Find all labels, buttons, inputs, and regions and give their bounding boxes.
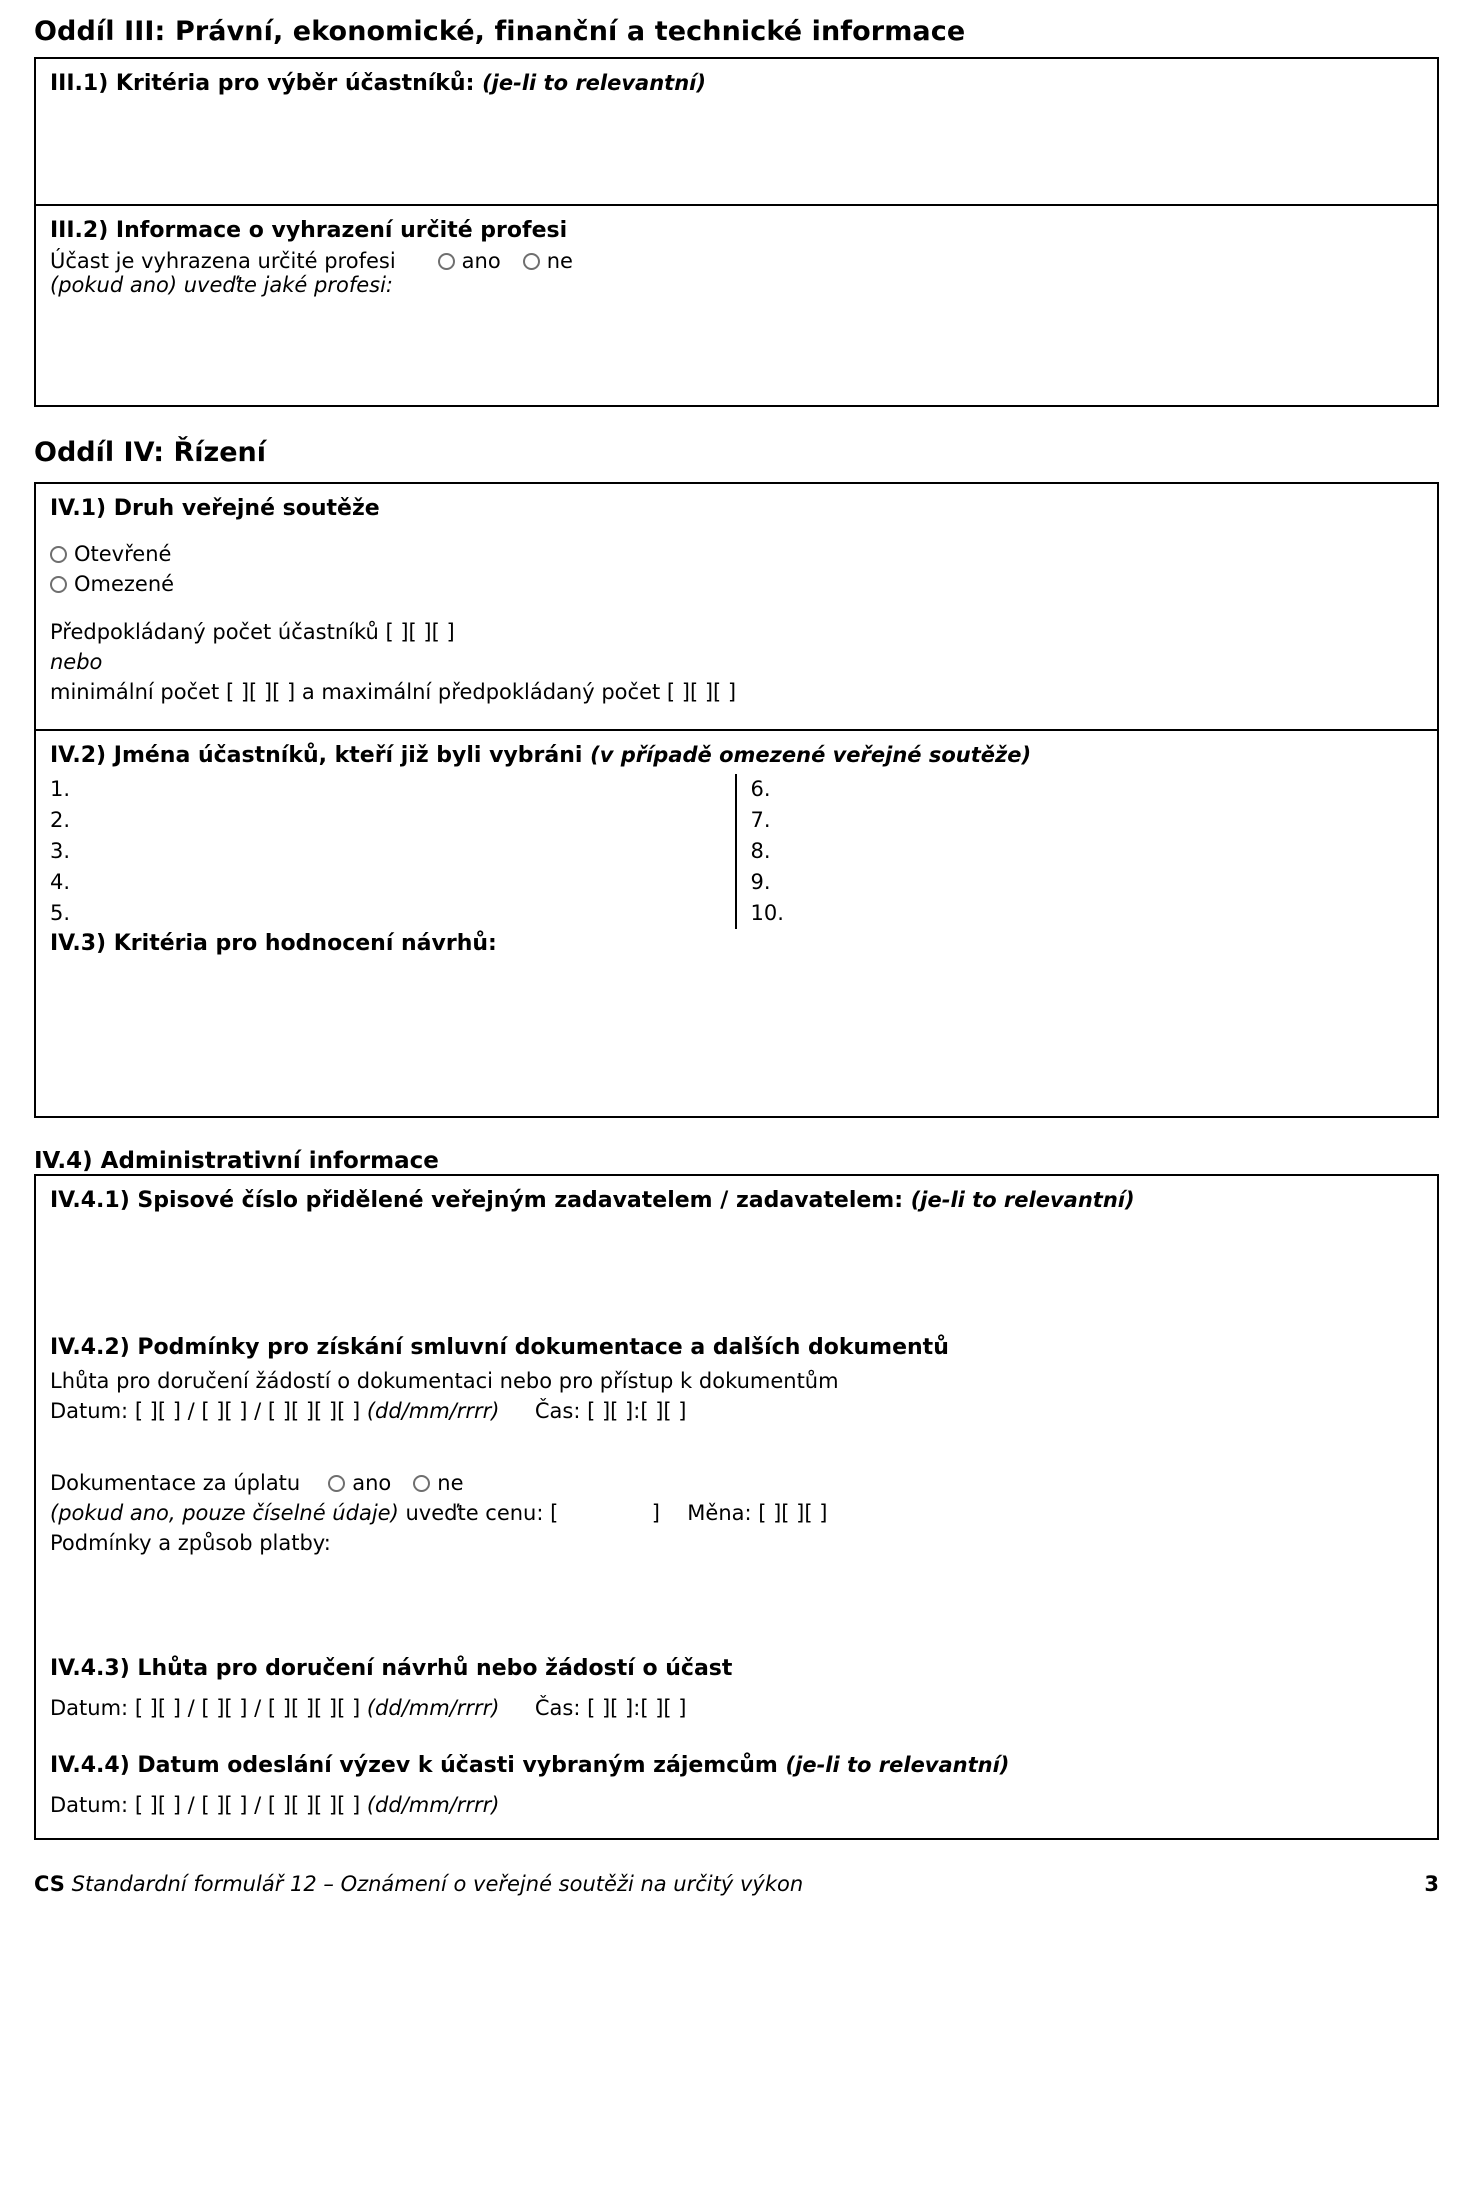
field-iv-4-1-label: IV.4.1) Spisové číslo přidělené veřejným zadavatelem / zadavatelem:	[50, 1188, 904, 1213]
participants-columns	[50, 774, 1423, 929]
list-item[interactable]: 4.	[50, 870, 71, 894]
list-item[interactable]: 10.	[750, 901, 784, 925]
field-iii-1	[34, 57, 1439, 206]
submission-date-label: Datum:	[50, 1696, 129, 1720]
doc-currency-label[interactable]: Měna: [ ][ ][ ]	[687, 1501, 828, 1525]
field-iv-4-3-label: IV.4.3) Lhůta pro doručení návrhů nebo žádostí o účast	[50, 1656, 733, 1681]
doc-paid-label: Dokumentace za úplatu	[50, 1471, 301, 1495]
footer-page-number: 3	[1424, 1872, 1439, 1896]
field-iii-1-note: (je-li to relevantní)	[482, 71, 706, 95]
field-iv-2-header	[50, 743, 1423, 768]
doc-price-label[interactable]: uveďte cenu: [	[405, 1501, 559, 1525]
list-item[interactable]: 8.	[750, 839, 771, 863]
radio-open-row[interactable]	[50, 539, 1423, 569]
field-iv-1	[34, 482, 1439, 731]
doc-price-row	[50, 1498, 1423, 1528]
field-iv-4-4-note: (je-li to relevantní)	[785, 1753, 1010, 1777]
field-iii-1-header	[50, 71, 1423, 96]
field-iv-2-label: IV.2) Jména účastníků, kteří již byli vybráni	[50, 743, 583, 768]
radio-restricted-row[interactable]	[50, 569, 1423, 599]
section-iv-title: Oddíl IV: Řízení	[34, 437, 266, 468]
list-item[interactable]: 1.	[50, 777, 71, 801]
radio-doc-paid-no[interactable]	[413, 1475, 430, 1492]
field-iv-4-4-date-row	[50, 1790, 1423, 1820]
submission-time-boxes[interactable]: [ ][ ]:[ ][ ]	[587, 1696, 687, 1720]
doc-deadline-date-label: Datum:	[50, 1399, 129, 1423]
field-iv-3-label: IV.3) Kritéria pro hodnocení návrhů:	[50, 931, 497, 956]
field-iii-1-input-area[interactable]	[50, 96, 1423, 192]
list-item[interactable]: 5.	[50, 901, 71, 925]
doc-paid-row	[50, 1468, 1423, 1498]
radio-profession-yes-label: ano	[461, 249, 501, 273]
radio-restricted-label: Omezené	[74, 572, 175, 596]
doc-payment-terms-input-area[interactable]	[50, 1558, 1423, 1632]
field-iv-4-4	[34, 1741, 1439, 1840]
participants-left-column	[50, 774, 737, 929]
doc-deadline-time-boxes[interactable]: [ ][ ]:[ ][ ]	[587, 1399, 687, 1423]
field-iv-4-4-label: IV.4.4) Datum odeslání výzev k účasti vybraným zájemcům	[50, 1753, 778, 1778]
field-iv-4-1-input-area[interactable]	[50, 1213, 1423, 1309]
radio-open-label: Otevřené	[74, 542, 172, 566]
field-iv-4-2	[34, 1323, 1439, 1644]
field-iii-2-followup: (pokud ano) uveďte jaké profesi:	[50, 273, 393, 297]
or-label: nebo	[50, 650, 103, 674]
participants-right-column	[737, 774, 1424, 929]
field-iv-3-input-area[interactable]	[50, 956, 1423, 1116]
field-iii-2-label: III.2) Informace o vyhrazení určité profesi	[50, 218, 568, 243]
min-max-line[interactable]: minimální počet [ ][ ][ ] a maximální předpokládaný počet [ ][ ][ ]	[50, 680, 737, 704]
submission-time-label: Čas:	[534, 1696, 581, 1720]
field-iii-2-question-row	[50, 249, 1423, 273]
field-iv-4-1-note: (je-li to relevantní)	[910, 1188, 1135, 1212]
invitation-date-boxes[interactable]: [ ][ ] / [ ][ ] / [ ][ ][ ][ ]	[134, 1793, 361, 1817]
section-iii-title: Oddíl III: Právní, ekonomické, finanční a technické informace	[34, 16, 966, 47]
radio-doc-paid-no-label: ne	[437, 1471, 464, 1495]
submission-date-format: (dd/mm/rrrr)	[366, 1696, 500, 1720]
radio-open[interactable]	[50, 546, 67, 563]
field-iv-4-2-line1: Lhůta pro doručení žádostí o dokumentaci nebo pro přístup k dokumentům	[50, 1369, 839, 1393]
doc-deadline-time-label: Čas:	[534, 1399, 581, 1423]
radio-profession-no[interactable]	[523, 253, 540, 270]
radio-doc-paid-yes-label: ano	[352, 1471, 392, 1495]
doc-deadline-date-format: (dd/mm/rrrr)	[366, 1399, 500, 1423]
list-item[interactable]: 6.	[750, 777, 771, 801]
field-iv-4-1-header	[50, 1188, 1423, 1213]
field-iii-2-input-area[interactable]	[50, 297, 1423, 393]
doc-payment-terms-label: Podmínky a způsob platby:	[50, 1531, 331, 1555]
field-iv-4-1	[34, 1174, 1439, 1323]
field-iii-2	[34, 206, 1439, 407]
radio-restricted[interactable]	[50, 576, 67, 593]
footer-lang: CS	[34, 1872, 65, 1896]
field-iv-4-3	[34, 1644, 1439, 1741]
field-iv-1-label: IV.1) Druh veřejné soutěže	[50, 496, 380, 521]
list-item[interactable]: 3.	[50, 839, 71, 863]
radio-profession-yes[interactable]	[438, 253, 455, 270]
submission-date-boxes[interactable]: [ ][ ] / [ ][ ] / [ ][ ][ ][ ]	[134, 1696, 361, 1720]
field-iv-4-4-header	[50, 1753, 1423, 1778]
field-iii-1-label: III.1) Kritéria pro výběr účastníků:	[50, 71, 475, 96]
field-iii-2-question: Účast je vyhrazena určité profesi	[50, 249, 396, 273]
footer-text	[34, 1872, 803, 1896]
list-item[interactable]: 9.	[750, 870, 771, 894]
doc-price-close: ]	[651, 1501, 660, 1525]
field-iv-2	[34, 731, 1439, 1118]
radio-profession-no-label: ne	[546, 249, 573, 273]
invitation-date-label: Datum:	[50, 1793, 129, 1817]
footer-form-name: Standardní formulář 12 – Oznámení o veřejné soutěži na určitý výkon	[71, 1872, 804, 1896]
invitation-date-format: (dd/mm/rrrr)	[366, 1793, 500, 1817]
expected-count-line[interactable]: Předpokládaný počet účastníků [ ][ ][ ]	[50, 620, 455, 644]
page-footer	[34, 1858, 1439, 1896]
field-iv-2-note: (v případě omezené veřejné soutěže)	[590, 743, 1032, 767]
doc-price-note: (pokud ano, pouze číselné údaje)	[50, 1501, 399, 1525]
field-iv-4-label: IV.4) Administrativní informace	[34, 1148, 439, 1174]
list-item[interactable]: 2.	[50, 808, 71, 832]
doc-deadline-date-boxes[interactable]: [ ][ ] / [ ][ ] / [ ][ ][ ][ ]	[134, 1399, 361, 1423]
radio-doc-paid-yes[interactable]	[328, 1475, 345, 1492]
field-iv-4-2-label: IV.4.2) Podmínky pro získání smluvní dokumentace a dalších dokumentů	[50, 1335, 949, 1360]
list-item[interactable]: 7.	[750, 808, 771, 832]
field-iv-4-3-datetime-row	[50, 1693, 1423, 1723]
field-iv-4-2-datetime-row	[50, 1396, 1423, 1426]
